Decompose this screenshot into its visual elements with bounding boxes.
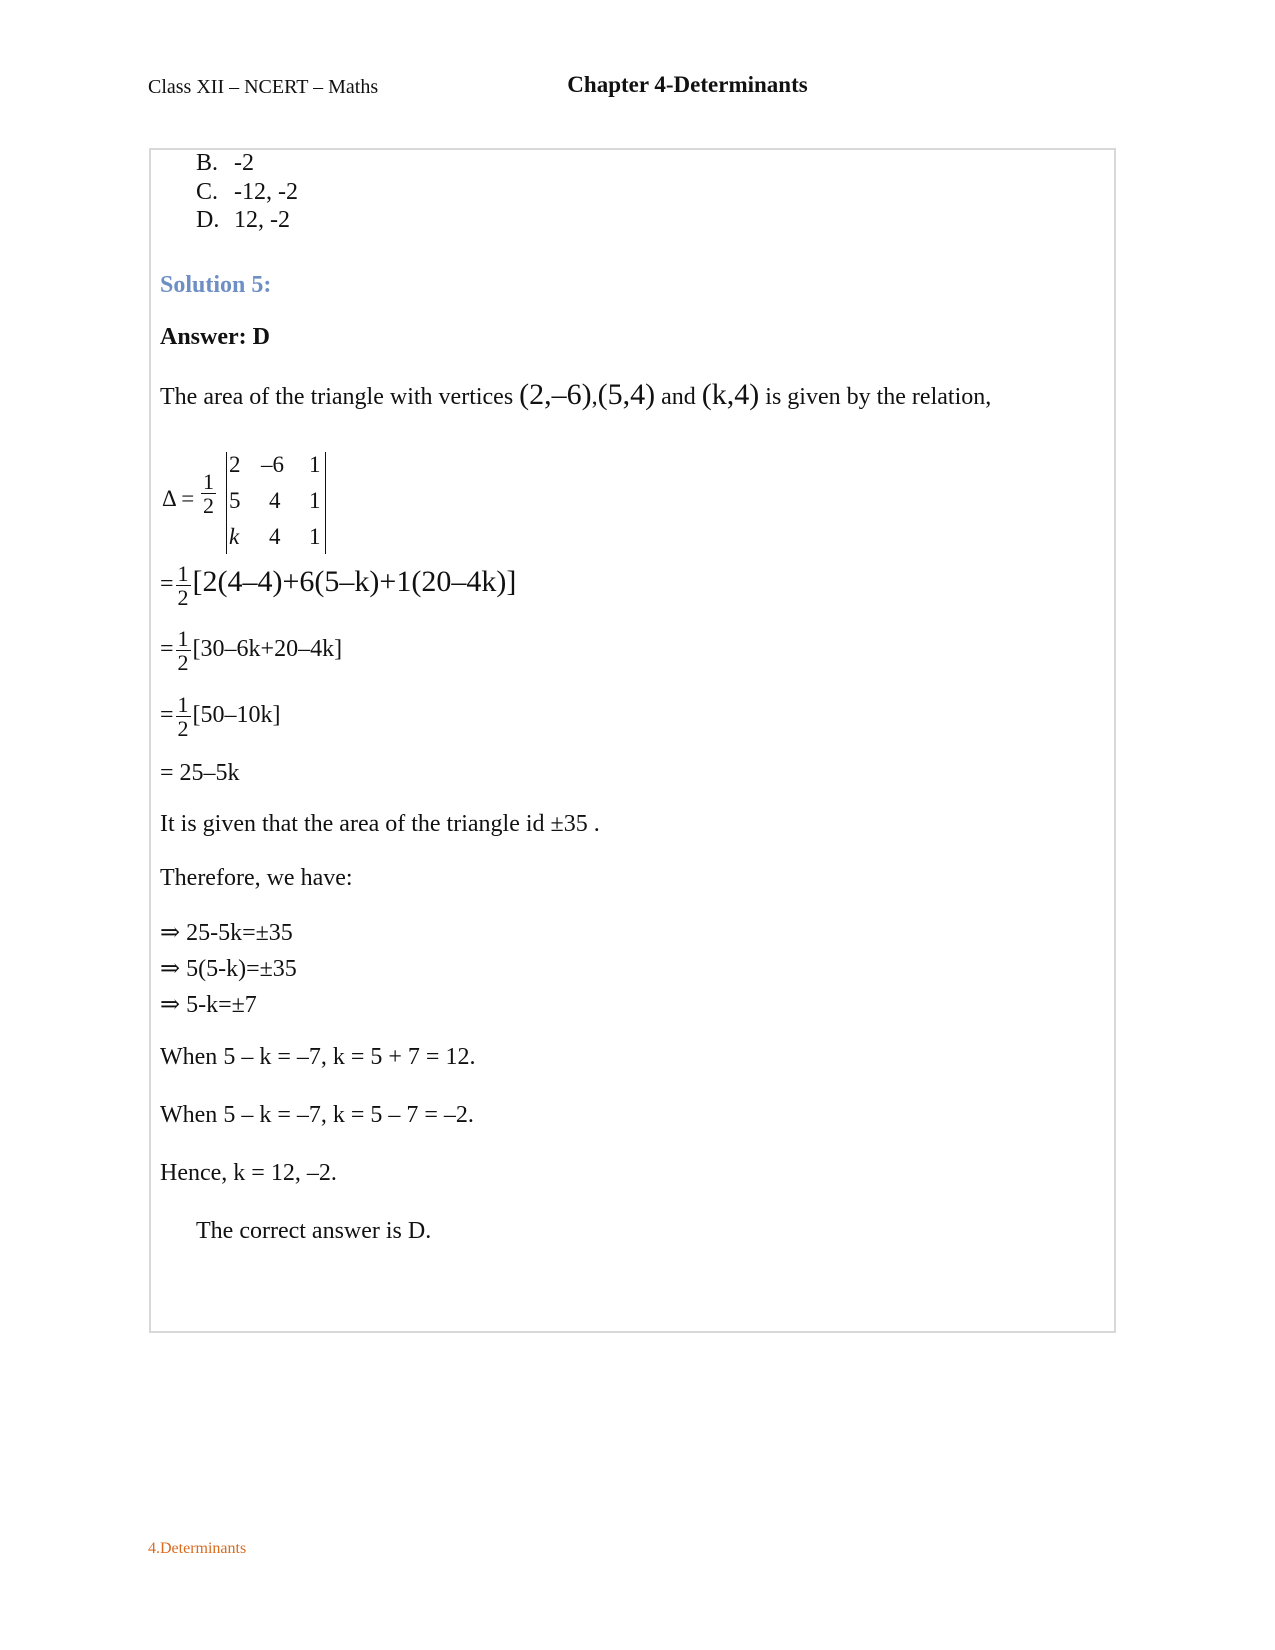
answer-heading: Answer: D — [160, 324, 270, 350]
option-b — [196, 150, 254, 177]
given-statement: It is given that the area of the triangle id ±35 . — [160, 811, 600, 837]
equals-sign: = — [160, 571, 174, 598]
matrix-cell: 1 — [309, 524, 321, 549]
matrix-cell: k — [229, 524, 240, 549]
intro-line — [160, 378, 991, 412]
vertex-2: (5,4) — [597, 378, 656, 411]
when-label: When — [160, 1102, 218, 1128]
matrix-cell: 5 — [229, 488, 241, 513]
when-case-2 — [160, 1102, 474, 1129]
option-letter: C. — [196, 179, 219, 205]
implication-2: ⇒ 5(5-k)=±35 — [160, 956, 297, 982]
fraction-denominator: 2 — [203, 493, 214, 519]
option-text: 12, -2 — [234, 207, 290, 233]
header-class-label: Class XII – NCERT – Maths — [148, 76, 379, 98]
matrix-cell: 4 — [269, 524, 281, 549]
when-case-1 — [160, 1044, 475, 1071]
expansion-step-2 — [160, 627, 342, 674]
vertex-3: (k,4) — [701, 378, 760, 411]
option-text: -2 — [234, 150, 254, 176]
fraction-denominator: 2 — [177, 650, 189, 676]
hence-expression: k = 12, –2. — [233, 1160, 337, 1186]
matrix-cell: 4 — [269, 488, 281, 513]
option-d — [196, 207, 290, 234]
fraction-numerator: 1 — [177, 692, 189, 717]
option-text: -12, -2 — [234, 179, 298, 205]
option-letter: B. — [196, 150, 219, 176]
vertex-comma: , — [591, 384, 598, 410]
option-c — [196, 179, 298, 206]
step-expression: [30–6k+20–4k] — [192, 636, 343, 663]
expansion-step-3 — [160, 693, 281, 740]
solution-box — [149, 148, 1116, 1333]
step-expression: [50–10k] — [192, 702, 281, 729]
fraction-numerator: 1 — [177, 561, 189, 586]
determinant-matrix — [226, 452, 326, 554]
therefore-statement: Therefore, we have: — [160, 865, 353, 891]
vertex-1: (2,–6) — [519, 378, 592, 411]
option-letter: D. — [196, 207, 220, 233]
matrix-cell: –6 — [261, 452, 284, 477]
hence-statement — [160, 1160, 337, 1187]
intro-text-after: is given by the relation, — [765, 384, 992, 410]
when-label: When — [160, 1044, 218, 1070]
header-chapter-title: Chapter 4-Determinants — [567, 72, 808, 97]
intro-and: and — [661, 384, 696, 410]
matrix-cell: 1 — [309, 488, 321, 513]
fraction-denominator: 2 — [177, 585, 189, 611]
matrix-cell: 1 — [309, 452, 321, 477]
delta-lhs: Δ = — [162, 486, 195, 511]
equals-sign: = — [160, 636, 174, 663]
intro-text-before: The area of the triangle with vertices — [160, 384, 514, 410]
fraction-numerator: 1 — [203, 469, 214, 494]
area-result: = 25–5k — [160, 760, 240, 786]
when-expression: 5 – k = –7, k = 5 – 7 = –2. — [223, 1102, 474, 1128]
equals-sign: = — [160, 702, 174, 729]
fraction-denominator: 2 — [177, 716, 189, 742]
expansion-step-1 — [160, 562, 516, 609]
implication-1: ⇒ 25-5k=±35 — [160, 920, 293, 946]
when-expression: 5 – k = –7, k = 5 + 7 = 12. — [223, 1044, 476, 1070]
footer-chapter-label: 4.Determinants — [148, 1540, 247, 1557]
conclusion: The correct answer is D. — [196, 1218, 432, 1244]
hence-label: Hence, — [160, 1160, 228, 1186]
delta-fraction — [199, 470, 218, 517]
matrix-cell: 2 — [229, 452, 241, 477]
solution-heading: Solution 5: — [160, 272, 272, 298]
step-expression: [2(4–4)+6(5–k)+1(20–4k)] — [192, 565, 517, 599]
fraction-numerator: 1 — [177, 626, 189, 651]
implication-3: ⇒ 5-k=±7 — [160, 992, 257, 1018]
